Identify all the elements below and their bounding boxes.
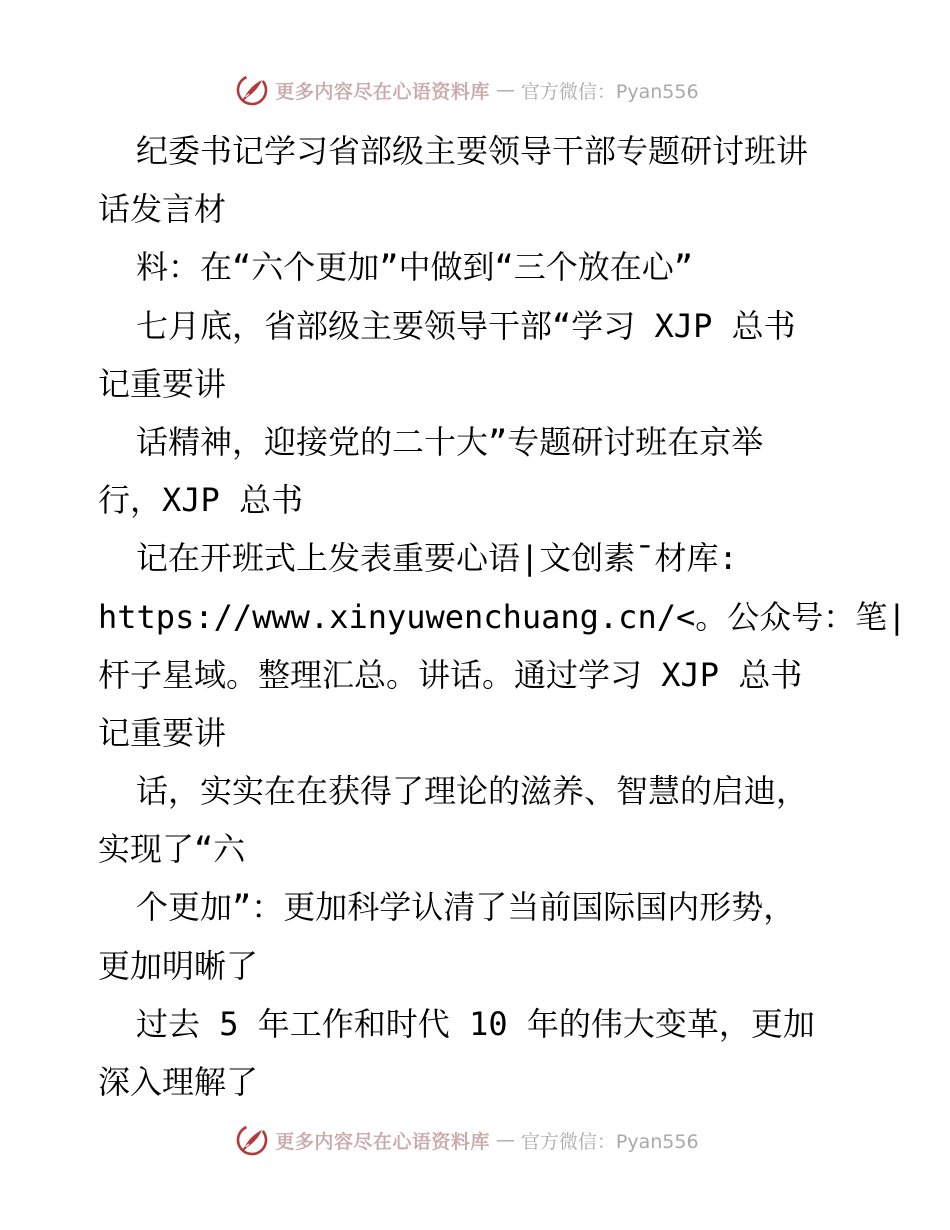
watermark-content bbox=[235, 73, 698, 107]
watermark-content bbox=[235, 1123, 698, 1157]
text-line: 记重要讲 bbox=[98, 713, 227, 752]
document-body bbox=[98, 122, 907, 1111]
watermark-text: 更多内容尽在心语资料库 bbox=[275, 1130, 490, 1153]
text-line: 深入理解了 bbox=[98, 1063, 259, 1101]
quill-pen-circle-icon bbox=[235, 1123, 269, 1157]
watermark-separator: — bbox=[495, 79, 515, 101]
text-line: 行，XJP 总书 bbox=[98, 481, 304, 520]
text-line: 过去 5 年工作和时代 10 年的伟大变革，更加 bbox=[136, 1004, 815, 1043]
text-line: 记在开班式上发表重要心语|文创素¯材库: bbox=[136, 539, 738, 578]
text-line: 实现了“六 bbox=[98, 830, 246, 869]
text-line: 个更加”：更加科学认清了当前国际国内形势， bbox=[136, 888, 796, 927]
watermark-text: 更多内容尽在心语资料库 bbox=[275, 80, 490, 103]
text-line: 话，实实在在获得了理论的滋养、智慧的启迪， bbox=[136, 772, 809, 811]
watermark-banner-bottom bbox=[0, 1120, 950, 1160]
text-line: 料：在“六个更加”中做到“三个放在心” bbox=[136, 248, 694, 287]
text-line: 记重要讲 bbox=[98, 364, 227, 403]
watermark-banner-top bbox=[0, 70, 950, 110]
text-line: 纪委书记学习省部级主要领导干部专题研讨班讲 bbox=[136, 132, 809, 170]
text-line: 更加明晰了 bbox=[98, 946, 259, 985]
text-line: 话发言材 bbox=[98, 190, 227, 229]
watermark-separator: — bbox=[495, 1129, 515, 1151]
text-line: https://www.xinyuwenchuang.cn/<。公众号：笔| bbox=[98, 597, 907, 636]
text-line: 话精神，迎接党的二十大”专题研讨班在京举 bbox=[136, 422, 764, 461]
text-line: 杆子星域。整理汇总。讲话。通过学习 XJP 总书 bbox=[98, 655, 803, 694]
text-line: 七月底，省部级主要领导干部“学习 XJP 总书 bbox=[136, 306, 796, 345]
watermark-contact: 官方微信：Pyan556 bbox=[520, 80, 699, 103]
watermark-contact: 官方微信：Pyan556 bbox=[520, 1130, 699, 1153]
quill-pen-circle-icon bbox=[235, 73, 269, 107]
